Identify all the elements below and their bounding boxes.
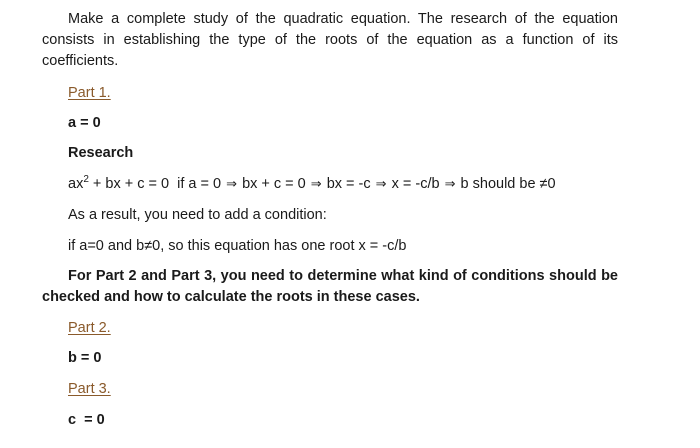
- equation-exponent: 2: [83, 174, 89, 186]
- instruction-paragraph: For Part 2 and Part 3, you need to determine what kind of conditions should be checked and how to calculate the roots in these cases.: [42, 268, 618, 305]
- result-intro: As a result, you need to add a condition:: [68, 207, 327, 223]
- intro-paragraph: Make a complete study of the quadratic equation. The research of the equation consists in establishing the type of the roots of the equation as a function of its coefficients.: [42, 11, 618, 69]
- equation-rest: + bx + c = 0: [88, 176, 170, 192]
- result-condition: if a=0 and b≠0, so this equation has one root x = -c/b: [68, 238, 407, 254]
- implies-arrow-icon: ⇒: [375, 177, 387, 192]
- derivation-step-2: bx = -c: [326, 176, 371, 192]
- part3-condition: c = 0: [68, 412, 105, 428]
- part3-heading: Part 3.: [68, 381, 111, 397]
- implies-arrow-icon: ⇒: [310, 177, 322, 192]
- research-label: Research: [68, 145, 134, 161]
- derivation-step-3: x = -c/b: [391, 176, 440, 192]
- implies-arrow-icon: ⇒: [226, 177, 238, 192]
- derivation-prefix: if a = 0: [177, 176, 222, 192]
- implies-arrow-icon: ⇒: [444, 177, 456, 192]
- part1-condition: a = 0: [68, 115, 101, 131]
- part1-heading: Part 1.: [68, 85, 111, 101]
- part2-condition: b = 0: [68, 350, 102, 366]
- part2-heading: Part 2.: [68, 320, 111, 336]
- equation-lhs: ax: [68, 176, 84, 192]
- derivation-line: [68, 174, 556, 195]
- derivation-step-4: b should be ≠0: [460, 176, 556, 192]
- derivation-step-1: bx + c = 0: [242, 176, 306, 192]
